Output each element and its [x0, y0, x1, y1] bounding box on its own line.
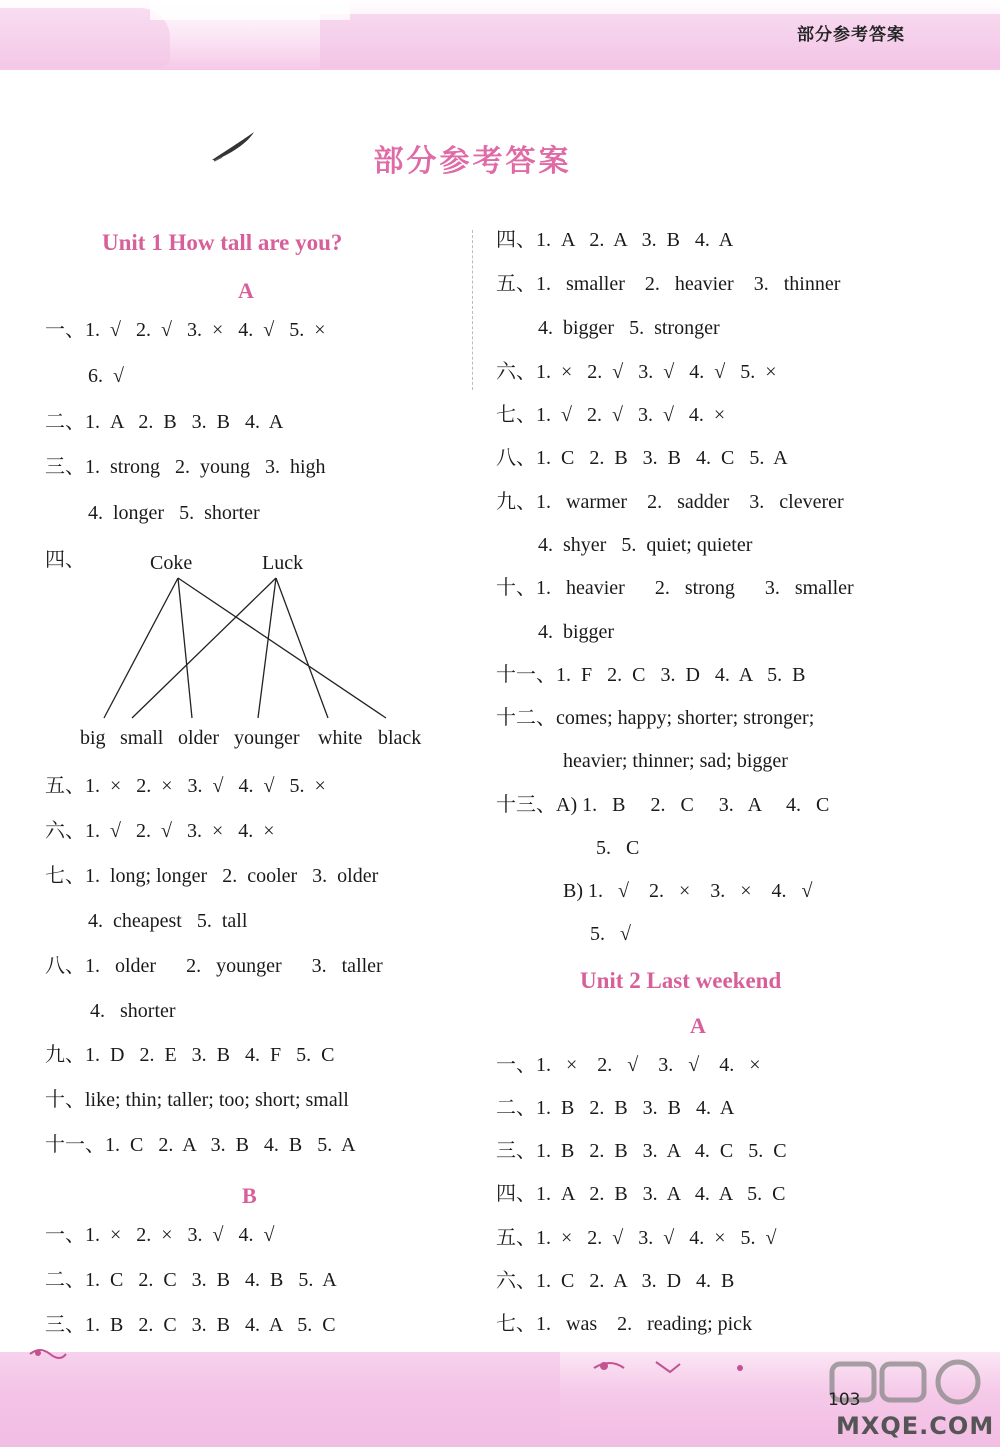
answer-row: 九、1. warmer 2. sadder 3. cleverer — [496, 491, 844, 513]
answer-row: 二、1. B 2. B 3. B 4. A — [496, 1097, 735, 1119]
answer-row: 四、1. A 2. B 3. A 4. A 5. C — [496, 1183, 786, 1205]
answer-row: 三、1. strong 2. young 3. high — [45, 456, 326, 478]
answer-row: 一、1. × 2. × 3. √ 4. √ — [45, 1224, 275, 1246]
match-top-word: Luck — [262, 552, 304, 574]
answer-row: heavier; thinner; sad; bigger — [563, 750, 788, 772]
answer-row: 九、1. D 2. E 3. B 4. F 5. C — [45, 1044, 335, 1066]
answer-row: 一、1. × 2. √ 3. √ 4. × — [496, 1054, 761, 1076]
answer-row: 三、1. B 2. C 3. B 4. A 5. C — [45, 1314, 336, 1336]
answer-row: 4. cheapest 5. tall — [88, 910, 248, 932]
answer-row: 十二、comes; happy; shorter; stronger; — [496, 707, 815, 729]
match-bottom-word: older — [178, 727, 220, 749]
answer-row: 四、1. A 2. A 3. B 4. A — [496, 229, 734, 251]
unit2-title: Unit 2 Last weekend — [580, 968, 782, 993]
match-bottom-word: younger — [234, 727, 300, 749]
answer-row: 六、1. C 2. A 3. D 4. B — [496, 1270, 735, 1292]
answer-row: 六、1. √ 2. √ 3. × 4. × — [45, 820, 275, 842]
column-divider — [472, 230, 473, 390]
match-top-word: Coke — [150, 552, 193, 574]
watermark-text: MXQE.COM — [836, 1412, 995, 1440]
answer-row: 二、1. A 2. B 3. B 4. A — [45, 411, 284, 433]
answer-row: 五、1. smaller 2. heavier 3. thinner — [496, 273, 841, 295]
answer-row: 七、1. was 2. reading; pick — [496, 1313, 753, 1335]
answer-row: 4. bigger 5. stronger — [538, 317, 720, 339]
matching-label: 四、 — [45, 549, 85, 571]
answer-row: 十一、1. F 2. C 3. D 4. A 5. B — [496, 664, 806, 686]
answer-row: 一、1. √ 2. √ 3. × 4. √ 5. × — [45, 319, 326, 341]
answer-row: 4. bigger — [538, 621, 615, 643]
answer-row: 二、1. C 2. C 3. B 4. B 5. A — [45, 1269, 337, 1291]
page-title: 部分参考答案 — [373, 144, 572, 179]
matching-lines — [0, 0, 470, 760]
answer-row: 五、1. × 2. × 3. √ 4. √ 5. × — [45, 775, 326, 797]
answer-row: 十、1. heavier 2. strong 3. smaller — [496, 577, 854, 599]
match-bottom-word: big — [80, 727, 106, 749]
answer-row: 十、like; thin; taller; too; short; small — [45, 1089, 349, 1111]
answer-row: B) 1. √ 2. × 3. × 4. √ — [563, 880, 813, 902]
unit1-title: Unit 1 How tall are you? — [102, 230, 343, 255]
answer-row: 七、1. long; longer 2. cooler 3. older — [45, 865, 379, 887]
answer-row: 八、1. older 2. younger 3. taller — [45, 955, 383, 977]
page-number: 103 — [828, 1390, 861, 1410]
answer-row: 八、1. C 2. B 3. B 4. C 5. A — [496, 447, 788, 469]
match-bottom-word: white — [318, 727, 363, 749]
answer-row: 4. longer 5. shorter — [88, 502, 260, 524]
answer-row: 七、1. √ 2. √ 3. √ 4. × — [496, 404, 726, 426]
unit1-section-a: A — [238, 278, 254, 303]
answer-row: 三、1. B 2. B 3. A 4. C 5. C — [496, 1140, 787, 1162]
answer-row: 十三、A) 1. B 2. C 3. A 4. C — [496, 794, 830, 816]
match-bottom-word: small — [120, 727, 164, 749]
answer-row: 4. shorter — [90, 1000, 176, 1022]
answer-row: 六、1. × 2. √ 3. √ 4. √ 5. × — [496, 361, 777, 383]
answer-row: 十一、1. C 2. A 3. B 4. B 5. A — [45, 1134, 356, 1156]
answer-row: 5. C — [596, 837, 640, 859]
running-header: 部分参考答案 — [797, 25, 905, 45]
unit2-section-a: A — [690, 1013, 706, 1038]
answer-row: 五、1. × 2. √ 3. √ 4. × 5. √ — [496, 1227, 777, 1249]
answer-row: 5. √ — [590, 923, 631, 945]
flower-icon — [28, 1344, 68, 1362]
answer-row: 4. shyer 5. quiet; quieter — [538, 534, 753, 556]
unit1-section-b: B — [242, 1183, 257, 1208]
answer-row: 6. √ — [88, 365, 124, 387]
flower-icon — [590, 1356, 760, 1378]
match-bottom-word: black — [378, 727, 422, 749]
